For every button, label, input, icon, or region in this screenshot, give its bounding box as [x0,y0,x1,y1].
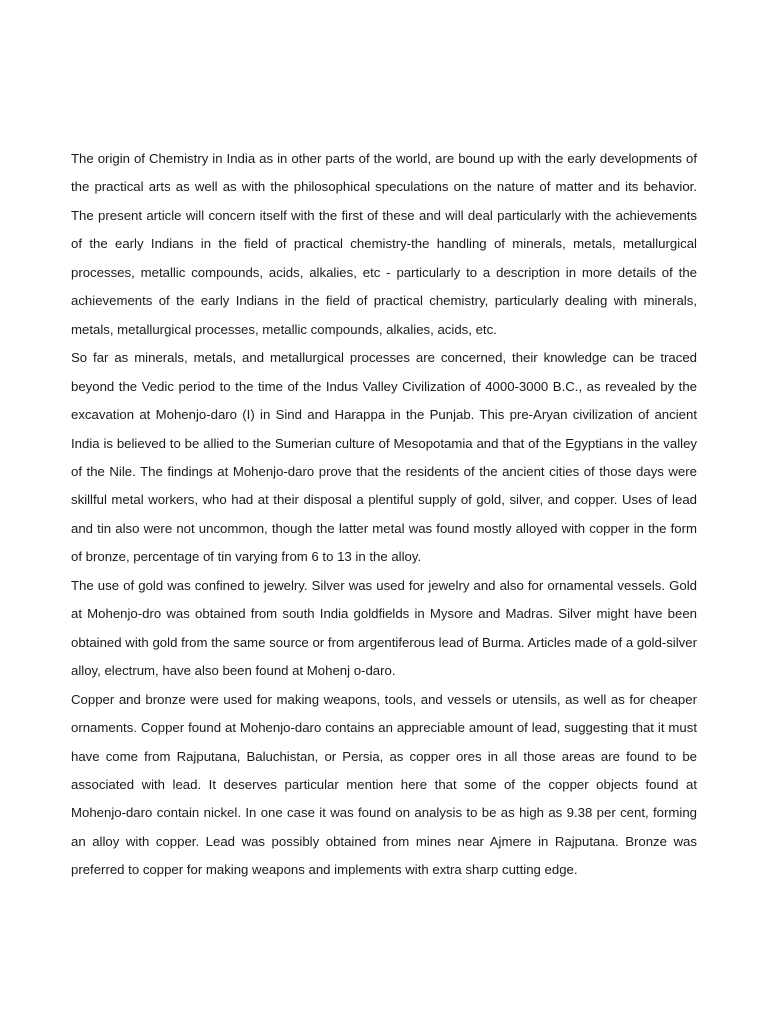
paragraph-indus-valley-metals: So far as minerals, metals, and metallurgical processes are concerned, their knowledge can be traced beyond the Vedic period to the time of the Indus Valley Civilization of 4000-3000 B.C., as revealed by the excavation at Mohenjo-daro (I) in Sind and Harappa in the Punjab. This pre-Aryan civilization of ancient India is believed to be allied to the Sumerian culture of Mesopotamia and that of the Egyptians in the valley of the Nile. The findings at Mohenjo-daro prove that the residents of the ancient cities of those days were skillful metal workers, who had at their disposal a plentiful supply of gold, silver, and copper. Uses of lead and tin also were not uncommon, though the latter metal was found mostly alloyed with copper in the form of bronze, percentage of tin varying from 6 to 13 in the alloy. [71,350,697,565]
document-body [71,145,697,885]
paragraph-gold-and-silver: The use of gold was confined to jewelry. Silver was used for jewelry and also for ornamental vessels. Gold at Mohenjo-dro was obtained from south India goldfields in Mysore and Madras. Silver might have been obtained with gold from the same source or from argentiferous lead of Burma. Articles made of a gold-silver alloy, electrum, have also been found at Mohenj o-daro. [71,577,697,679]
paragraph-copper-and-bronze: Copper and bronze were used for making weapons, tools, and vessels or utensils, as well as for cheaper ornaments. Copper found at Mohenjo-daro contains an appreciable amount of lead, suggesting that it must have come from Rajputana, Baluchistan, or Persia, as copper ores in all those areas are found to be associated with lead. It deserves particular mention here that some of the copper objects found at Mohenjo-daro contain nickel. In one case it was found on analysis to be as high as 9.38 per cent, forming an alloy with copper. Lead was possibly obtained from mines near Ajmere in Rajputana. Bronze was preferred to copper for making weapons and implements with extra sharp cutting edge. [71,691,697,878]
paragraph-origin-of-chemistry: The origin of Chemistry in India as in other parts of the world, are bound up with the early developments of the practical arts as well as with the philosophical speculations on the nature of matter and its behavior. The present article will concern itself with the first of these and will deal particularly with the achievements of the early Indians in the field of practical chemistry-the handling of minerals, metals, metallurgical processes, metallic compounds, acids, alkalies, etc - particularly to a description in more details of the achievements of the early Indians in the field of practical chemistry, particularly dealing with minerals, metals, metallurgical processes, metallic compounds, alkalies, acids, etc. [71,151,697,337]
